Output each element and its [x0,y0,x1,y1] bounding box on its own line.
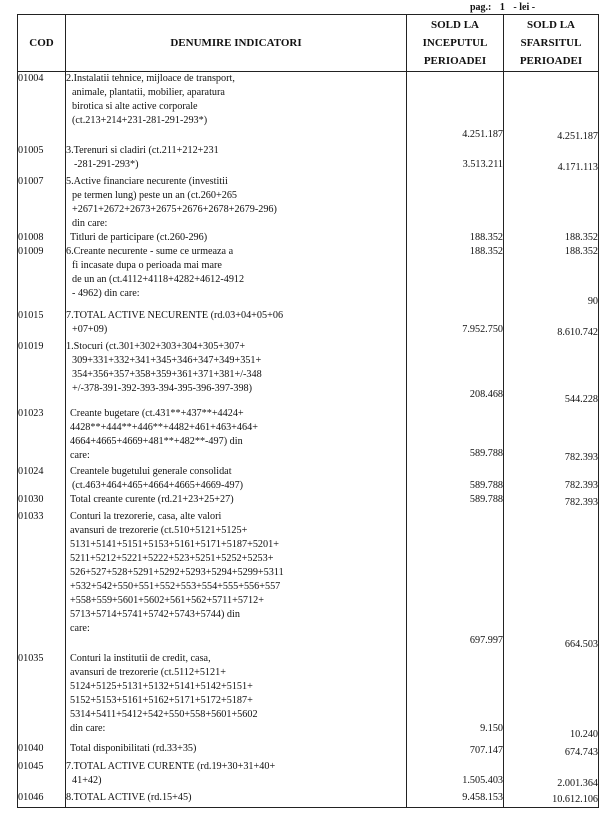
table-row [18,309,599,340]
value-sold-inceput: 7.952.750 [462,324,503,335]
row-code: 01046 [18,791,66,808]
row-description [66,144,407,175]
row-description-line: care: [70,623,90,634]
row-sold-inceput [407,72,504,145]
col-header-sold-sfarsit-line-1: SOLD LA [527,19,575,31]
value-sold-sfarsit: 188.352 [564,246,598,257]
value-sold-inceput: 188.352 [469,246,503,257]
value-sold-sfarsit: 10.240 [569,729,598,740]
row-sold-inceput [407,493,504,510]
row-description-line: 354+356+357+358+359+361+371+381+/-348 [72,369,262,380]
table-row [18,175,599,231]
value-sold-sfarsit: 4.171.113 [557,162,598,173]
table-row [18,407,599,465]
row-description-line: -281-291-293*) [74,159,139,170]
col-header-sold-inceput-line-1: SOLD LA [431,19,479,31]
row-description [66,407,407,465]
row-sold-sfarsit [504,231,599,245]
value-sold-inceput: 9.458.153 [462,792,503,803]
row-sold-sfarsit [504,760,599,791]
table-row [18,144,599,175]
row-description-line: 526+527+528+5291+5292+5293+5294+5299+5311 [70,567,284,578]
value-sold-inceput: 1.505.403 [462,775,503,786]
value-sold-sfarsit: 664.503 [564,639,598,650]
row-description [66,510,407,652]
value-sold-sfarsit: 2.001.364 [557,778,598,789]
row-code: 01040 [18,742,66,760]
row-description [66,493,407,510]
value-sold-sfarsit: 782.393 [564,497,598,508]
row-code: 01009 [18,245,66,309]
row-description-line: pe termen lung) peste un an (ct.260+265 [72,190,238,201]
value-sold-inceput: 589.788 [469,448,503,459]
row-description-line: care: [70,450,90,461]
table-row [18,742,599,760]
row-description-line: 5314+5411+5412+542+550+558+5601+5602 [70,709,258,720]
row-sold-sfarsit [504,309,599,340]
row-sold-inceput [407,510,504,652]
row-sold-sfarsit [504,493,599,510]
row-description-line: 5152+5153+5161+5162+5171+5172+5187+ [70,695,253,706]
row-description-line: 7.TOTAL ACTIVE NECURENTE (rd.03+04+05+06 [66,310,284,321]
value-sold-inceput: 208.468 [469,389,503,400]
value-sold-inceput: 697.997 [469,635,503,646]
table-row [18,493,599,510]
row-sold-inceput [407,245,504,309]
row-description-line: 5.Active financiare necurente (investitii [66,176,228,187]
value-sold-inceput: 589.788 [469,480,503,491]
row-code: 01030 [18,493,66,510]
row-sold-inceput [407,652,504,742]
row-description-line: Total disponibilitati (rd.33+35) [70,743,197,754]
row-description-line: 4664+4665+4669+481**+482**-497) din [70,436,243,447]
row-description [66,309,407,340]
value-sold-inceput: 4.251.187 [462,129,503,140]
page-label: pag.: [470,2,492,13]
row-description-line: din care: [70,723,106,734]
row-description-line: +532+542+550+551+552+553+554+555+556+557 [70,581,281,592]
row-description-line: 1.Stocuri (ct.301+302+303+304+305+307+ [66,341,246,352]
value-sold-sfarsit: 674.743 [564,747,598,758]
col-header-sold-sfarsit-line-2: SFARSITUL [520,37,582,49]
value-sold-inceput: 9.150 [480,723,503,734]
row-description [66,175,407,231]
table-header-row [18,15,599,72]
table-row [18,340,599,407]
row-code: 01007 [18,175,66,231]
row-sold-inceput [407,175,504,231]
row-description-line: 5124+5125+5131+5132+5141+5142+5151+ [70,681,253,692]
col-header-cod: COD [18,15,66,72]
value-sold-inceput: 589.788 [469,494,503,505]
row-sold-sfarsit [504,791,599,808]
row-description-line: 8.TOTAL ACTIVE (rd.15+45) [66,792,192,803]
col-header-sold-inceput [407,15,504,72]
row-description-line: avansuri de trezorerie (ct.510+5121+5125+ [70,525,248,536]
row-description-line: 5713+5714+5741+5742+5743+5744) din [70,609,240,620]
row-sold-sfarsit [504,510,599,652]
row-sold-sfarsit [504,72,599,145]
row-description-line: 5131+5141+5151+5153+5161+5171+5187+5201+ [70,539,279,550]
row-description-line: 5211+5212+5221+5222+523+5251+5252+5253+ [70,553,274,564]
row-description-line: +/-378-391-392-393-394-395-396-397-398) [72,383,253,394]
row-code: 01045 [18,760,66,791]
page-number: 1 [499,2,505,13]
row-code: 01008 [18,231,66,245]
value-sold-inceput: 3.513.211 [462,159,503,170]
row-sold-sfarsit [504,742,599,760]
row-sold-sfarsit [504,465,599,493]
row-code: 01023 [18,407,66,465]
row-sold-inceput [407,465,504,493]
row-description-line: Creante bugetare (ct.431**+437**+4424+ [70,408,244,419]
value-sold-inceput: 188.352 [469,232,503,243]
table-row [18,245,599,309]
row-description [66,742,407,760]
row-description [66,652,407,742]
value-sold-sfarsit: 544.228 [564,394,598,405]
row-sold-sfarsit [504,144,599,175]
row-description-line: birotica si alte active corporale [72,101,198,112]
row-description-line: 41+42) [72,775,102,786]
row-description [66,245,407,309]
row-description-line: din care: [72,218,108,229]
row-sold-inceput [407,231,504,245]
col-header-sold-sfarsit-line-3: PERIOADEI [519,55,583,67]
value-sold-sfarsit-extra: 90 [587,296,598,307]
value-sold-sfarsit: 188.352 [564,232,598,243]
value-sold-sfarsit: 782.393 [564,452,598,463]
table-row [18,72,599,145]
col-header-sold-inceput-line-3: PERIOADEI [423,55,487,67]
row-sold-sfarsit [504,340,599,407]
row-sold-sfarsit [504,407,599,465]
value-sold-sfarsit: 10.612.106 [552,794,598,805]
row-description-line: animale, plantatii, mobilier, aparatura [72,87,225,98]
table-row [18,791,599,808]
row-description-line: +558+559+5601+5602+561+562+5711+5712+ [70,595,264,606]
row-code: 01015 [18,309,66,340]
value-sold-sfarsit: 4.251.187 [557,131,598,142]
table-row [18,231,599,245]
currency-label: - lei - [513,2,536,13]
row-description-line: 6.Creante necurente - sume ce urmeaza a [66,246,234,257]
col-header-denumire: DENUMIRE INDICATORI [66,15,407,72]
row-code: 01035 [18,652,66,742]
row-description [66,340,407,407]
table-row [18,652,599,742]
row-description-line: avansuri de trezorerie (ct.5112+5121+ [70,667,226,678]
row-description-line: 2.Instalatii tehnice, mijloace de transport, [66,73,235,84]
row-description [66,465,407,493]
row-description-line: Conturi la trezorerie, casa, alte valori [70,511,222,522]
row-sold-inceput [407,407,504,465]
row-description-line: fi incasate dupa o perioada mai mare [72,260,222,271]
row-sold-inceput [407,309,504,340]
row-description-line: +2671+2672+2673+2675+2676+2678+2679-296) [72,204,277,215]
row-description-line: 4428**+444**+446**+4482+461+463+464+ [70,422,258,433]
row-description-line: de un an (ct.4112+4118+4282+4612-4912 [72,274,245,285]
row-description-line: Conturi la institutii de credit, casa, [70,653,211,664]
row-sold-inceput [407,791,504,808]
row-description [66,231,407,245]
row-description-line: 3.Terenuri si cladiri (ct.211+212+231 [66,145,219,156]
table-row [18,760,599,791]
value-sold-inceput: 707.147 [469,745,503,756]
row-sold-inceput [407,742,504,760]
row-description-line: Total creante curente (rd.21+23+25+27) [70,494,234,505]
balance-table [17,14,599,808]
row-description-line: (ct.463+464+465+4664+4665+4669-497) [72,480,244,491]
row-description-line: 309+331+332+341+345+346+347+349+351+ [72,355,262,366]
row-description-line: Titluri de participare (ct.260-296) [70,232,208,243]
row-sold-inceput [407,760,504,791]
col-header-sold-sfarsit [504,15,599,72]
row-sold-inceput [407,340,504,407]
row-sold-inceput [407,144,504,175]
row-description-line: - 4962) din care: [72,288,140,299]
row-code: 01019 [18,340,66,407]
value-sold-sfarsit: 782.393 [564,480,598,491]
table-row [18,510,599,652]
row-description [66,760,407,791]
row-description-line: Creantele bugetului generale consolidat [70,466,232,477]
row-sold-sfarsit [504,175,599,231]
row-sold-sfarsit [504,245,599,309]
row-sold-sfarsit [504,652,599,742]
row-code: 01033 [18,510,66,652]
row-code: 01024 [18,465,66,493]
row-code: 01005 [18,144,66,175]
row-description-line: +07+09) [72,324,108,335]
value-sold-sfarsit: 8.610.742 [557,327,598,338]
row-code: 01004 [18,72,66,145]
row-description-line: (ct.213+214+231-281-291-293*) [72,115,208,126]
row-description [66,72,407,145]
page-indicator [470,2,541,13]
row-description-line: 7.TOTAL ACTIVE CURENTE (rd.19+30+31+40+ [66,761,276,772]
row-description [66,791,407,808]
col-header-sold-inceput-line-2: INCEPUTUL [422,37,488,49]
table-row [18,465,599,493]
